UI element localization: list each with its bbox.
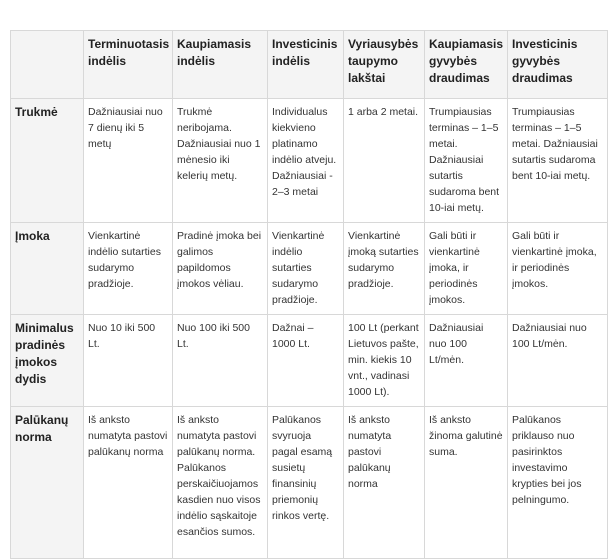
header-kaupiamasis-gyvybes-draudimas: Kaupiamasis gyvybės draudimas <box>425 31 508 99</box>
table-cell: Dažniausiai nuo 100 Lt/mėn. <box>425 315 508 407</box>
table-cell: Palūkanos priklauso nuo pasirinktos investavimo krypties bei jos pelningumo. <box>508 407 608 559</box>
table-cell: 1 arba 2 metai. <box>344 99 425 223</box>
table-cell: Dažniausiai nuo 7 dienų iki 5 metų <box>84 99 173 223</box>
table-cell: Nuo 100 iki 500 Lt. <box>173 315 268 407</box>
header-terminuotasis-indelis: Terminuotasis indėlis <box>84 31 173 99</box>
table-cell: Palūkanos svyruoja pagal esamą susietų finansinių priemonių rinkos vertę. <box>268 407 344 559</box>
table-cell: Gali būti ir vienkartinė įmoka, ir periodinės įmokos. <box>425 223 508 315</box>
row-label-imoka: Įmoka <box>11 223 84 315</box>
comparison-table-container <box>10 30 607 538</box>
table-cell: Dažnai – 1000 Lt. <box>268 315 344 407</box>
table-cell: Vienkartinė indėlio sutarties sudarymo pradžioje. <box>84 223 173 315</box>
table-cell: Iš anksto numatyta pastovi palūkanų norma. Palūkanos perskaičiuojamos kasdien nuo visos indėlio sąskaitoje esančios sumos. <box>173 407 268 559</box>
table-row-imoka <box>11 223 608 315</box>
table-cell: Iš anksto numatyta pastovi palūkanų norma <box>344 407 425 559</box>
row-label-minimalus-imokos-dydis: Minimalus pradinės įmokos dydis <box>11 315 84 407</box>
table-cell: Trumpiausias terminas – 1–5 metai. Dažniausiai sutartis sudaroma bent 10-iai metų. <box>425 99 508 223</box>
savings-comparison-table <box>10 30 608 559</box>
table-cell: Individualus kiekvieno platinamo indėlio atveju. Dažniausiai - 2–3 metai <box>268 99 344 223</box>
header-vyriausybes-taupymo-lakstai: Vyriausybės taupymo lakštai <box>344 31 425 99</box>
table-cell: Trumpiausias terminas – 1–5 metai. Dažniausiai sutartis sudaroma bent 10-iai metų. <box>508 99 608 223</box>
table-cell: Nuo 10 iki 500 Lt. <box>84 315 173 407</box>
table-row-palukanu-norma <box>11 407 608 559</box>
table-cell: Vienkartinė įmoką sutarties sudarymo pradžioje. <box>344 223 425 315</box>
header-investicinis-indelis: Investicinis indėlis <box>268 31 344 99</box>
row-label-palukanu-norma: Palūkanų norma <box>11 407 84 559</box>
table-cell: Pradinė įmoka bei galimos papildomos įmokos vėliau. <box>173 223 268 315</box>
table-header-row <box>11 31 608 99</box>
row-label-trukme: Trukmė <box>11 99 84 223</box>
header-kaupiamasis-indelis: Kaupiamasis indėlis <box>173 31 268 99</box>
header-corner-cell <box>11 31 84 99</box>
table-cell: Vienkartinė indėlio sutarties sudarymo pradžioje. <box>268 223 344 315</box>
table-cell: Trukmė neribojama. Dažniausiai nuo 1 mėnesio iki kelerių metų. <box>173 99 268 223</box>
table-cell: Iš anksto numatyta pastovi palūkanų norma <box>84 407 173 559</box>
table-row-minimalus-imokos-dydis <box>11 315 608 407</box>
table-cell: Iš anksto žinoma galutinė suma. <box>425 407 508 559</box>
table-row-trukme <box>11 99 608 223</box>
table-cell: Dažniausiai nuo 100 Lt/mėn. <box>508 315 608 407</box>
table-cell: Gali būti ir vienkartinė įmoka, ir periodinės įmokos. <box>508 223 608 315</box>
header-investicinis-gyvybes-draudimas: Investicinis gyvybės draudimas <box>508 31 608 99</box>
table-cell: 100 Lt (perkant Lietuvos pašte, min. kiekis 10 vnt., vadinasi 1000 Lt). <box>344 315 425 407</box>
